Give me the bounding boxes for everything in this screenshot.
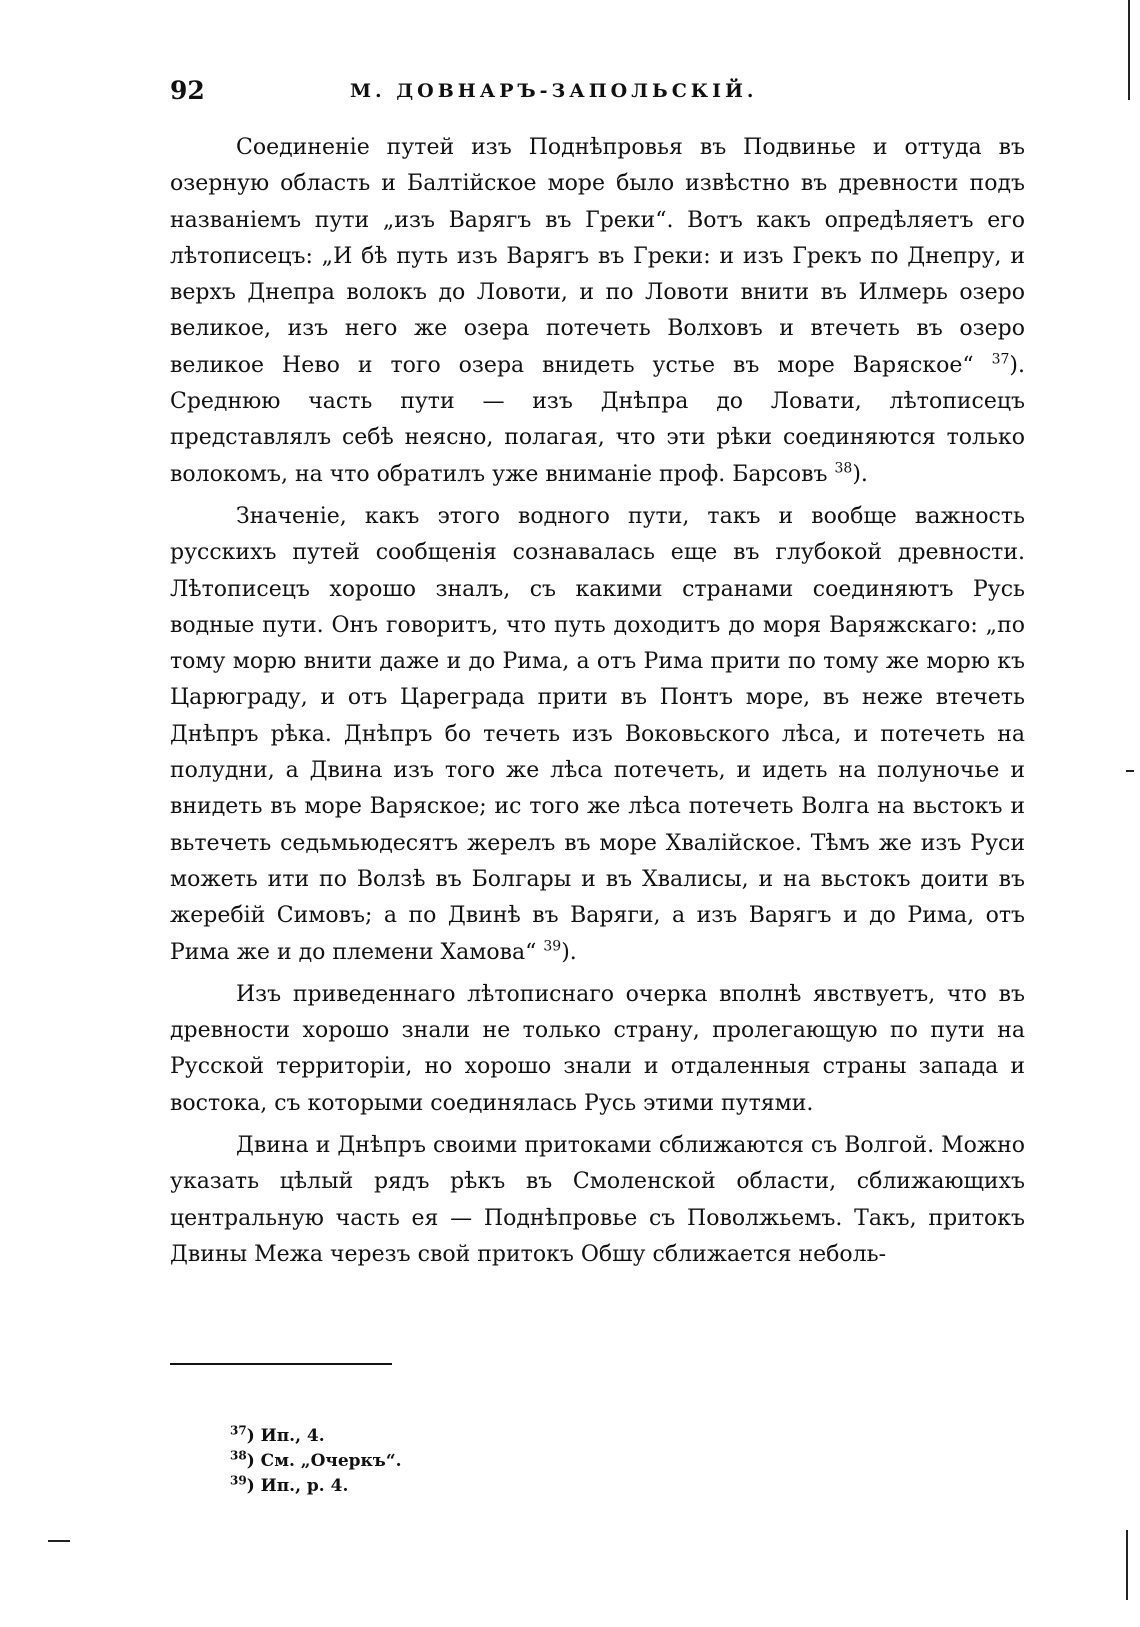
- footnote-number: 37: [230, 1423, 247, 1438]
- footnote-reference: 38: [834, 460, 853, 477]
- scan-artifact: [1126, 770, 1134, 772]
- paragraph: [170, 977, 1025, 1122]
- footnote-number: 38: [230, 1448, 247, 1463]
- body-text: [170, 130, 1025, 1279]
- paragraph-text: ).: [852, 461, 868, 487]
- paragraph-text: Изъ приведеннаго лѣтописнаго очерка вполнѣ явствуетъ, что въ древности хорошо знали не только страну, пролегающую по пути на Русской территоріи, но хорошо знали и отдаленныя страны запада и востока, съ которыми соединялась Русь этими путями.: [170, 981, 1025, 1116]
- scan-artifact: [1126, 1530, 1128, 1600]
- paragraph-text: Двина и Днѣпръ своими притоками сближаются съ Волгой. Можно указать цѣлый рядъ рѣкъ въ Смоленской области, сближающихъ центральную часть ея — Поднѣпровье съ Поволжьемъ. Такъ, притокъ Двины Межа черезъ свой притокъ Обшу сближается неболь-: [170, 1133, 1025, 1267]
- paragraph-text: ).: [561, 939, 577, 965]
- footnote-text: ) Ип., р. 4.: [246, 1476, 349, 1496]
- footnote: [230, 1449, 402, 1474]
- footnote-text: ) См. „Очеркъ“.: [246, 1451, 402, 1471]
- scan-artifact: [48, 1540, 70, 1542]
- footnote: [230, 1474, 402, 1499]
- paragraph-text: Значеніе, какъ этого водного пути, такъ и вообще важность русскихъ путей сообщенія сознавалась еще въ глубокой древности. Лѣтописецъ хорошо зналъ, съ какими странами соединяютъ Русь водные пути. Онъ говоритъ, что путь доходитъ до моря Варяжскаго: „по тому морю внити даже и до Рима, а отъ Рима прити по тому же морю къ Царюграду, и отъ Цареграда прити въ Понтъ море, въ неже втечеть Днѣпръ рѣка. Днѣпръ бо течеть изъ Воковьского лѣса, и потечеть на полудни, а Двина изъ того же лѣса потечеть, и идеть на полуночье и внидеть въ море Варяское; ис того же лѣса потечеть Волга на вьстокъ и вьтечеть седьмьюдесятъ жерелъ въ море Хвалійское. Тѣмъ же изъ Руси можеть ити по Волзѣ въ Болгары и въ Хвалисы, и на вьстокъ доити въ жеребій Симовъ; а по Двинѣ въ Варяги, а изъ Варягъ и до Рима, отъ Рима же и до племени Хамова“: [170, 503, 1025, 965]
- page-number: 92: [170, 76, 205, 105]
- running-head: М. ДОВНАРЪ-ЗАПОЛЬСКІЙ.: [350, 80, 758, 102]
- footnote-reference: 37: [991, 351, 1010, 368]
- paragraph-text: Соединеніе путей изъ Поднѣпровья въ Подвинье и оттуда въ озерную область и Балтійское море было извѣстно въ древности подъ названіемъ пути „изъ Варягъ въ Греки“. Вотъ какъ опредѣляетъ его лѣтописецъ: „И бѣ путь изъ Варягъ въ Греки: и изъ Грекъ по Днепру, и верхъ Днепра волокъ до Ловоти, и по Ловоти внити въ Илмерь озеро великое, изъ него же озера потечеть Волховъ и втечеть въ озеро великое Нево и того озера внидеть устье въ море Варяское“: [170, 135, 1025, 378]
- paragraph-text: ). Среднюю часть пути — изъ Днѣпра до Ловати, лѣтописецъ представлялъ себѣ неясно, полагая, что эти рѣки соединяются только волокомъ, на что обратилъ уже вниманіе проф. Барсовъ: [170, 352, 1025, 487]
- paragraph: [170, 1128, 1025, 1273]
- paragraph: [170, 130, 1025, 493]
- footnote-divider: [170, 1363, 392, 1365]
- paragraph: [170, 499, 1025, 971]
- footnotes: [230, 1424, 402, 1499]
- page-header: [170, 76, 1025, 116]
- footnote-number: 39: [230, 1473, 247, 1488]
- scan-artifact: [1128, 0, 1130, 100]
- footnote: [230, 1424, 402, 1449]
- footnote-reference: 39: [543, 938, 562, 955]
- footnote-text: ) Ип., 4.: [246, 1426, 325, 1446]
